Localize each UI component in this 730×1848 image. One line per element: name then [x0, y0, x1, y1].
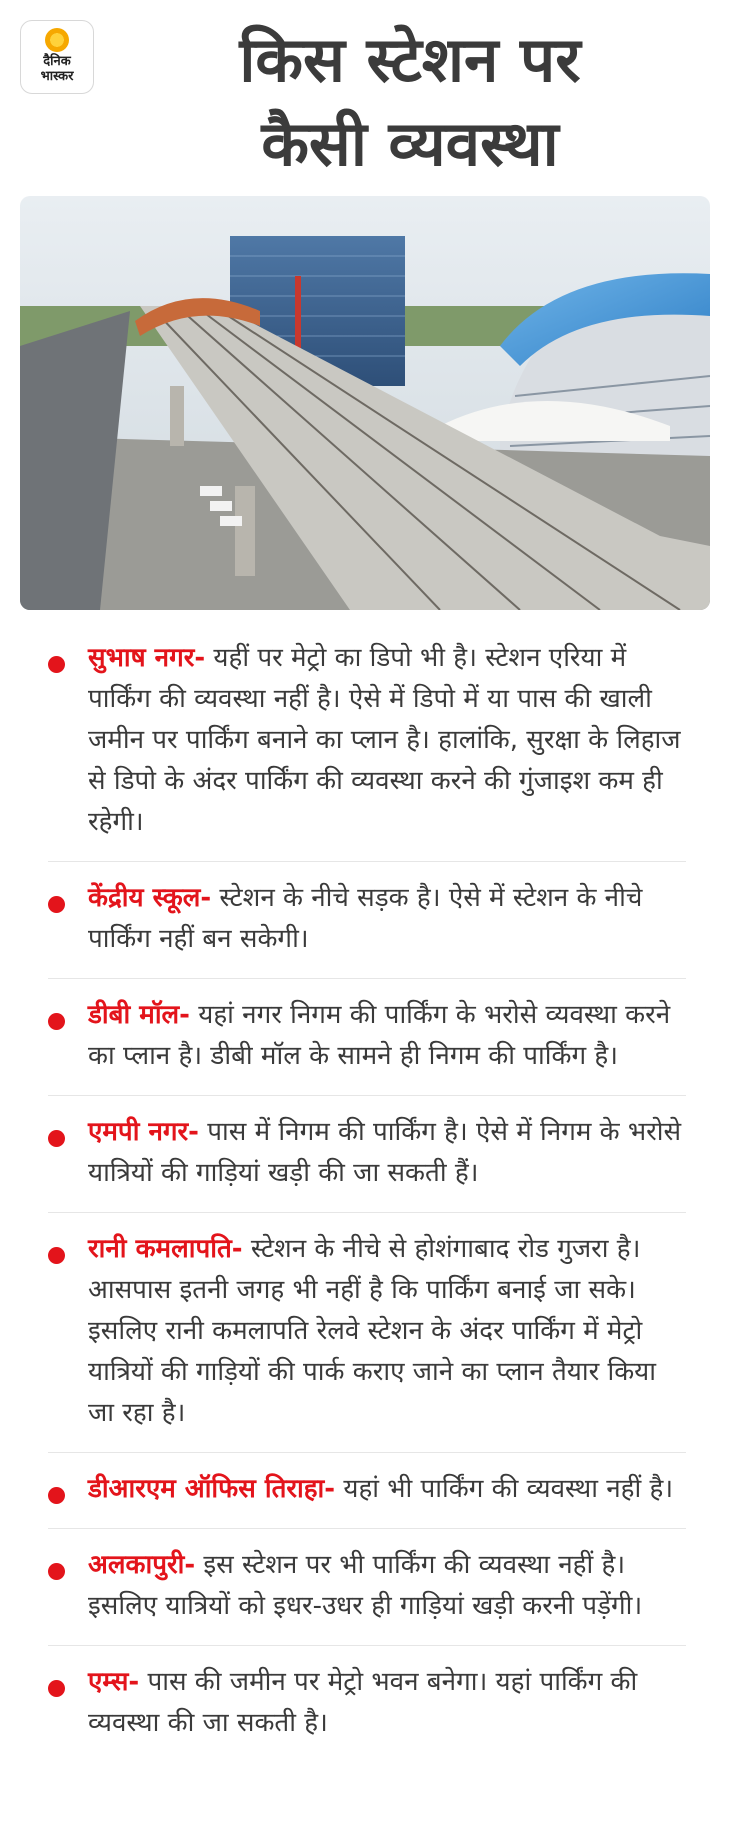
station-name: एम्स- [88, 1667, 140, 1697]
bullet-icon [48, 1563, 65, 1580]
list-item [48, 1646, 686, 1762]
metro-station-illustration [20, 196, 710, 610]
list-item [48, 1453, 686, 1529]
title-line-1: किस स्टेशन पर [239, 23, 581, 96]
station-name: डीबी मॉल- [88, 1000, 190, 1030]
title-line-2: कैसी व्यवस्था [261, 107, 559, 180]
item-text [88, 1662, 686, 1744]
station-list [0, 622, 730, 1762]
station-name: डीआरएम ऑफिस तिराहा- [88, 1474, 336, 1504]
page-title [110, 18, 710, 186]
station-description: यहां भी पार्किंग की व्यवस्था नहीं है। [335, 1474, 674, 1504]
bullet-icon [48, 1130, 65, 1147]
list-item [48, 862, 686, 979]
station-description: इस स्टेशन पर भी पार्किंग की व्यवस्था नहीं है। इसलिए यात्रियों को इधर-उधर ही गाड़ियां खड़ी करनी पड़ेंगी। [88, 1550, 643, 1621]
logo-line-2: भास्कर [40, 69, 74, 84]
item-text [88, 878, 686, 960]
station-name: रानी कमलापति- [88, 1234, 243, 1264]
item-text [88, 1545, 686, 1627]
bullet-icon [48, 1013, 65, 1030]
item-text [88, 995, 686, 1077]
dainik-bhaskar-logo [20, 20, 94, 94]
sun-icon [45, 28, 69, 52]
item-text [88, 638, 686, 843]
item-text [88, 1112, 686, 1194]
station-description: पास में निगम की पार्किंग है। ऐसे में निगम के भरोसे यात्रियों की गाड़ियां खड़ी की जा सकती हैं। [88, 1117, 682, 1188]
station-name: एमपी नगर- [88, 1117, 199, 1147]
station-description: पास की जमीन पर मेट्रो भवन बनेगा। यहां पार्किंग की व्यवस्था की जा सकती है। [88, 1667, 638, 1738]
station-name: सुभाष नगर- [88, 643, 206, 673]
list-item [48, 979, 686, 1096]
station-description: स्टेशन के नीचे सड़क है। ऐसे में स्टेशन के नीचे पार्किंग नहीं बन सकेगी। [88, 883, 643, 954]
bullet-icon [48, 656, 65, 673]
station-name: केंद्रीय स्कूल- [88, 883, 212, 913]
bullet-icon [48, 896, 65, 913]
item-text [88, 1469, 686, 1510]
list-item [48, 1213, 686, 1453]
station-description: स्टेशन के नीचे से होशंगाबाद रोड गुजरा है। आसपास इतनी जगह भी नहीं है कि पार्किंग बनाई जा सके। इसलिए रानी कमलापति रेलवे स्टेशन के अंदर पार्किंग में मेट्रो यात्रियों की गाड़ियों की पार्क कराए जाने का प्लान तैयार किया जा रहा है। [88, 1234, 656, 1428]
bullet-icon [48, 1680, 65, 1697]
station-description: यहां नगर निगम की पार्किंग के भरोसे व्यवस्था करने का प्लान है। डीबी मॉल के सामने ही निगम की पार्किंग है। [88, 1000, 671, 1071]
metro-station-photo [20, 196, 710, 610]
station-name: अलकापुरी- [88, 1550, 196, 1580]
bullet-icon [48, 1487, 65, 1504]
list-item [48, 622, 686, 862]
list-item [48, 1096, 686, 1213]
bullet-icon [48, 1247, 65, 1264]
item-text [88, 1229, 686, 1434]
list-item [48, 1529, 686, 1646]
logo-line-1: दैनिक [43, 54, 71, 69]
station-description: यहीं पर मेट्रो का डिपो भी है। स्टेशन एरिया में पार्किंग की व्यवस्था नहीं है। ऐसे में डिपो में या पास की खाली जमीन पर पार्किंग बनाने का प्लान है। हालांकि, सुरक्षा के लिहाज से डिपो के अंदर पार्किंग की व्यवस्था करने की गुंजाइश कम ही रहेगी। [88, 643, 681, 837]
